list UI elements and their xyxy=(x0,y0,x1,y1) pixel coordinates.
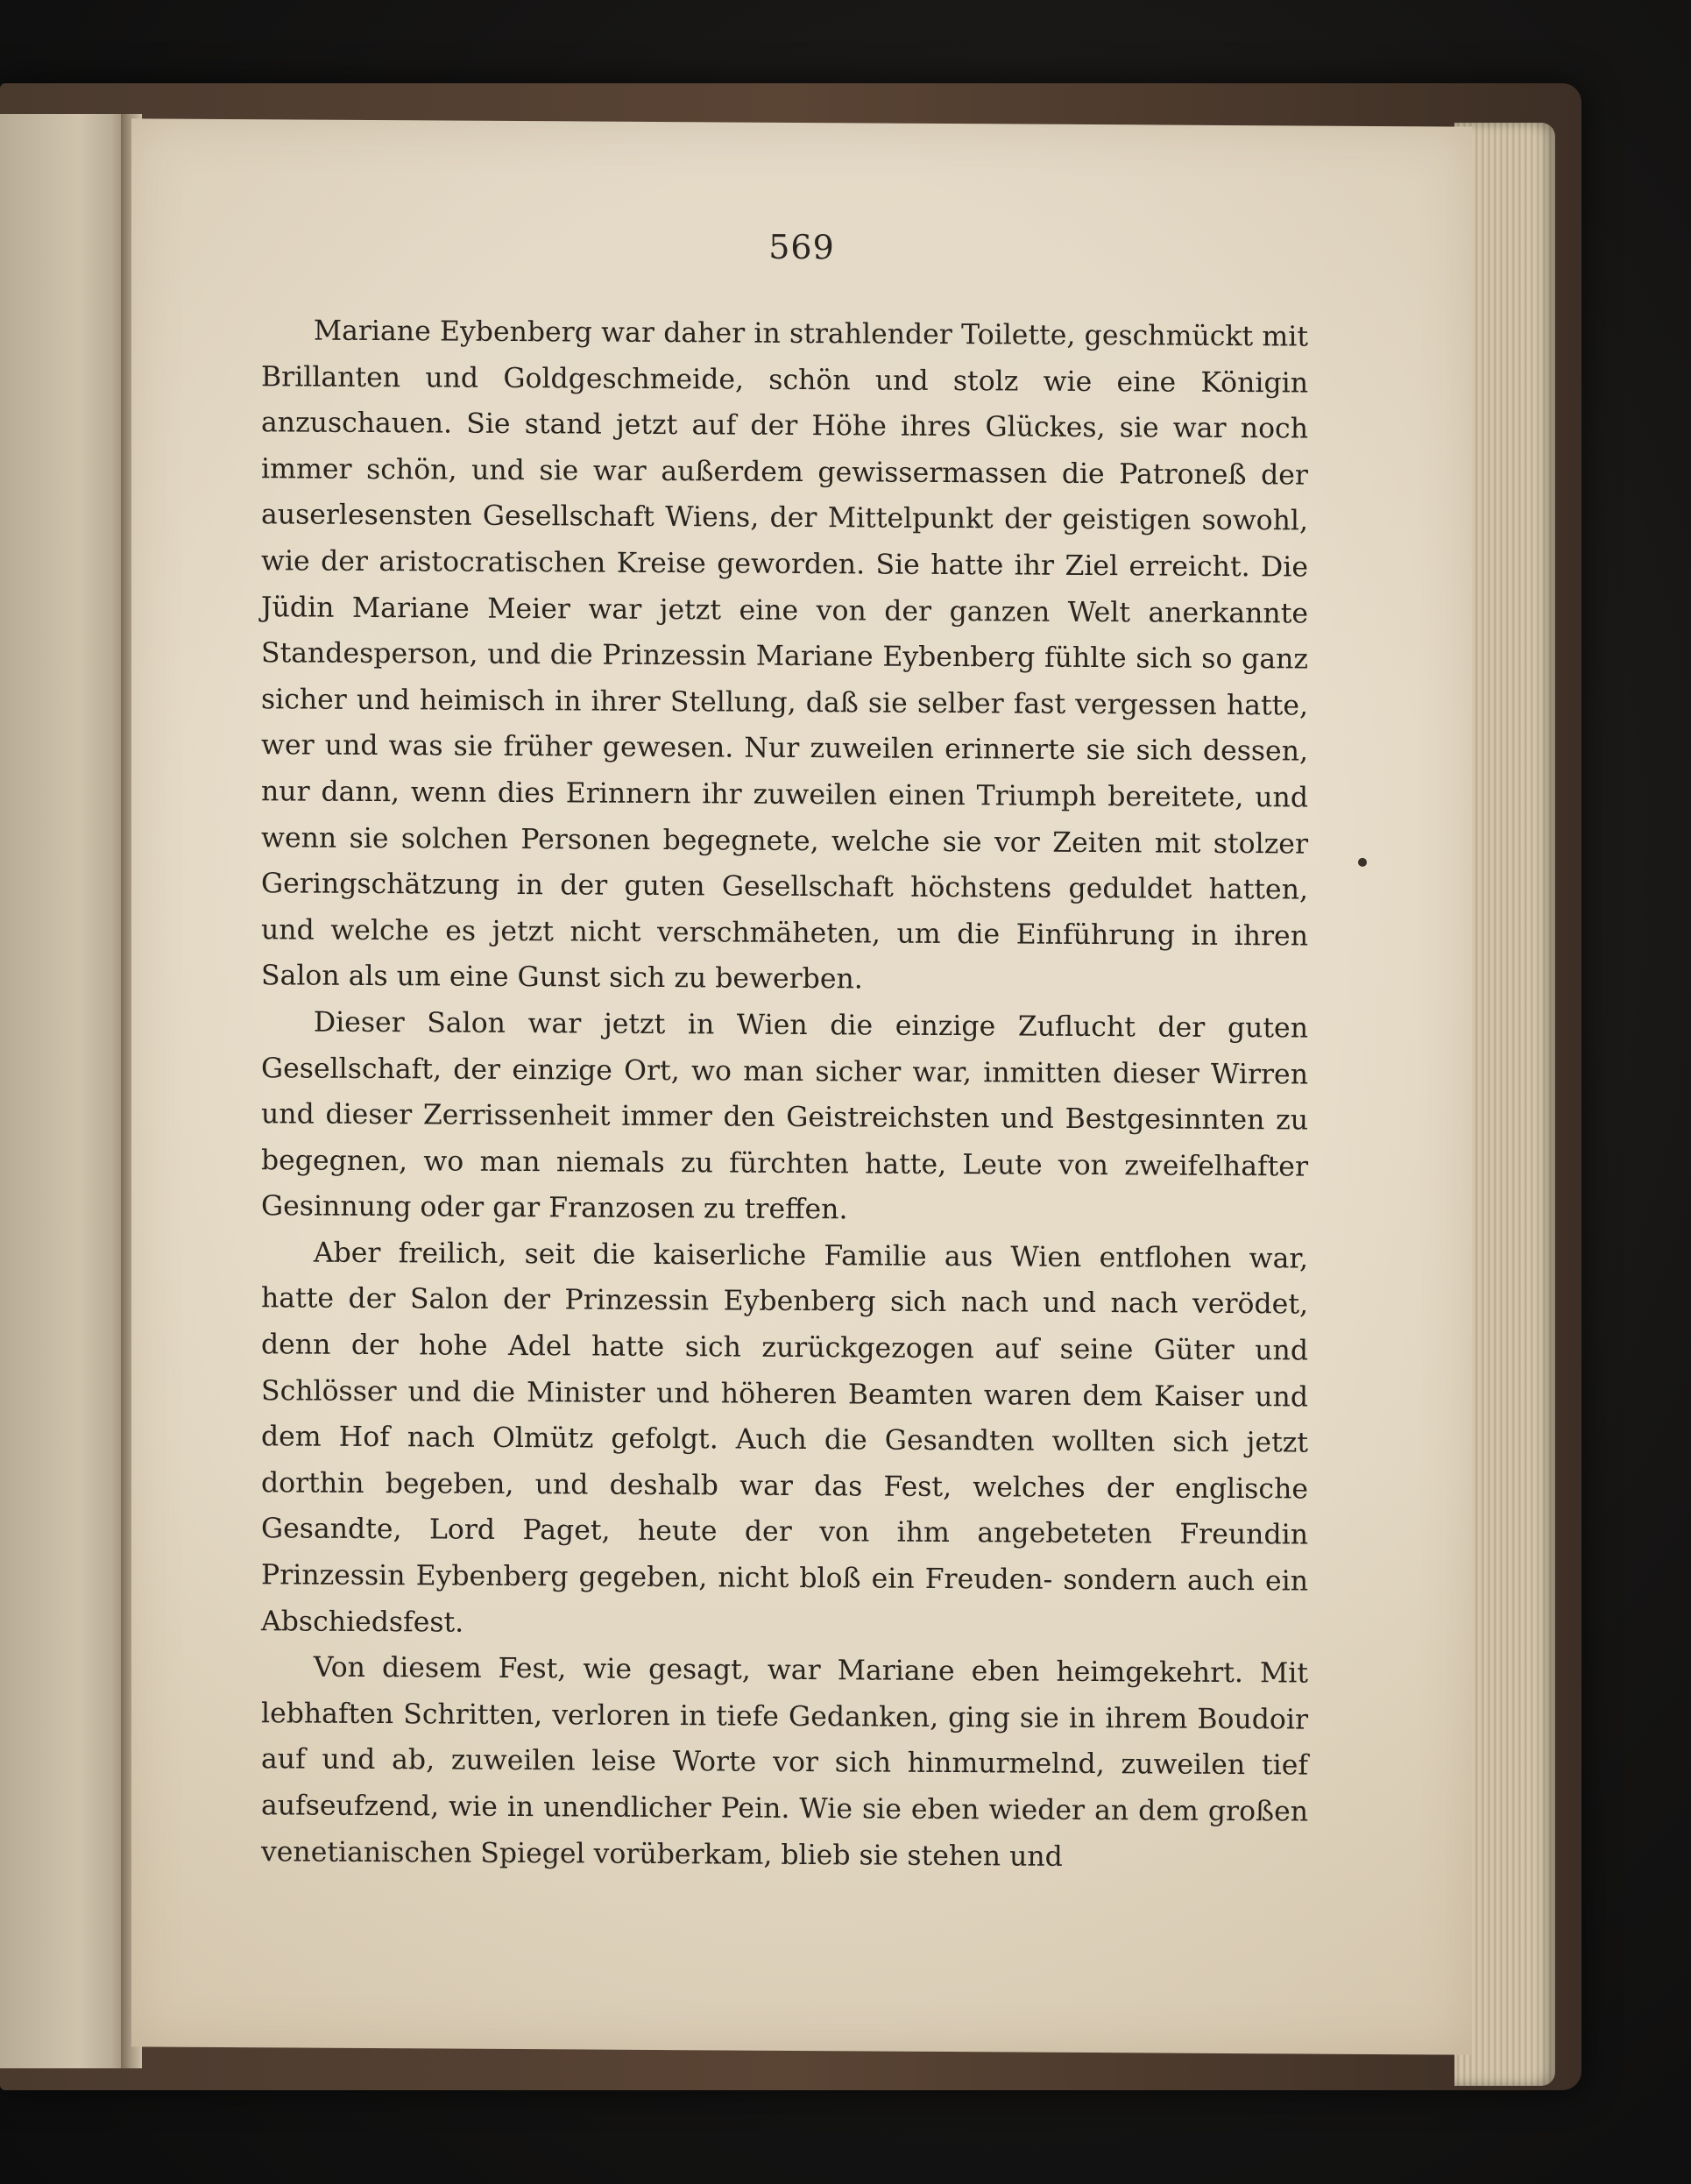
paragraph-4: Von diesem Fest, wie gesagt, war Mariane eben heimgekehrt. Mit lebhaften Schritten, verloren in tiefe Gedanken, ging sie in ihrem Boudoir auf und ab, zuweilen leise Worte vor sich hinmurmelnd, zuweilen tief aufseufzend, wie in unendlicher Pein. Wie sie eben wieder an dem großen venetianischen Spiegel vorüberkam, blieb sie stehen und xyxy=(261,1651,1308,1873)
ink-spot xyxy=(1358,858,1367,867)
paragraph-1: Mariane Eybenberg war daher in strahlender Toilette, geschmückt mit Brillanten und Goldgeschmeide, schön und stolz wie eine Königin anzuschauen. Sie stand jetzt auf der Höhe ihres Glückes, sie war noch immer schön, und sie war außerdem gewissermassen die Patroneß der auserlesensten Gesellschaft Wiens, der Mittelpunkt der geistigen sowohl, wie der aristocratischen Kreise geworden. Sie hatte ihr Ziel erreicht. Die Jüdin Mariane Meier war jetzt eine von der ganzen Welt anerkannte Standesperson, und die Prinzessin Mariane Eybenberg fühlte sich so ganz sicher und heimisch in ihrer Stellung, daß sie selber fast vergessen hatte, wer und was sie früher gewesen. Nur zuweilen erinnerte sie sich dessen, nur dann, wenn dies Erinnern ihr zuweilen einen Triumph bereitete, und wenn sie solchen Personen begegnete, welche sie vor Zeiten mit stolzer Geringschätzung in der guten Gesellschaft höchstens geduldet hatten, und welche es jetzt nicht verschmäheten, um die Einführung in ihren Salon als um eine Gunst sich zu bewerben. xyxy=(261,315,1308,996)
page-body-text xyxy=(261,308,1308,1881)
book-page xyxy=(131,118,1472,2054)
page-number: 569 xyxy=(768,227,835,267)
left-page-edge xyxy=(0,114,134,2068)
paragraph-2: Dieser Salon war jetzt in Wien die einzige Zuflucht der guten Gesellschaft, der einzige Ort, wo man sicher war, inmitten dieser Wirren und dieser Zerrissenheit immer den Geistreichsten und Bestgesinnten zu begegnen, wo man niemals zu fürchten hatte, Leute von zweifelhafter Gesinnung oder gar Franzosen zu treffen. xyxy=(261,1006,1308,1226)
paragraph-3: Aber freilich, seit die kaiserliche Familie aus Wien entflohen war, hatte der Salon der Prinzessin Eybenberg sich nach und nach verödet, denn der hohe Adel hatte sich zurückgezogen auf seine Güter und Schlösser und die Minister und höheren Beamten waren dem Kaiser und dem Hof nach Olmütz gefolgt. Auch die Gesandten wollten sich jetzt dorthin begeben, und deshalb war das Fest, welches der englische Gesandte, Lord Paget, heute der von ihm angebeteten Freundin Prinzessin Eybenberg gegeben, nicht bloß ein Freuden- sondern auch ein Abschiedsfest. xyxy=(261,1237,1308,1639)
